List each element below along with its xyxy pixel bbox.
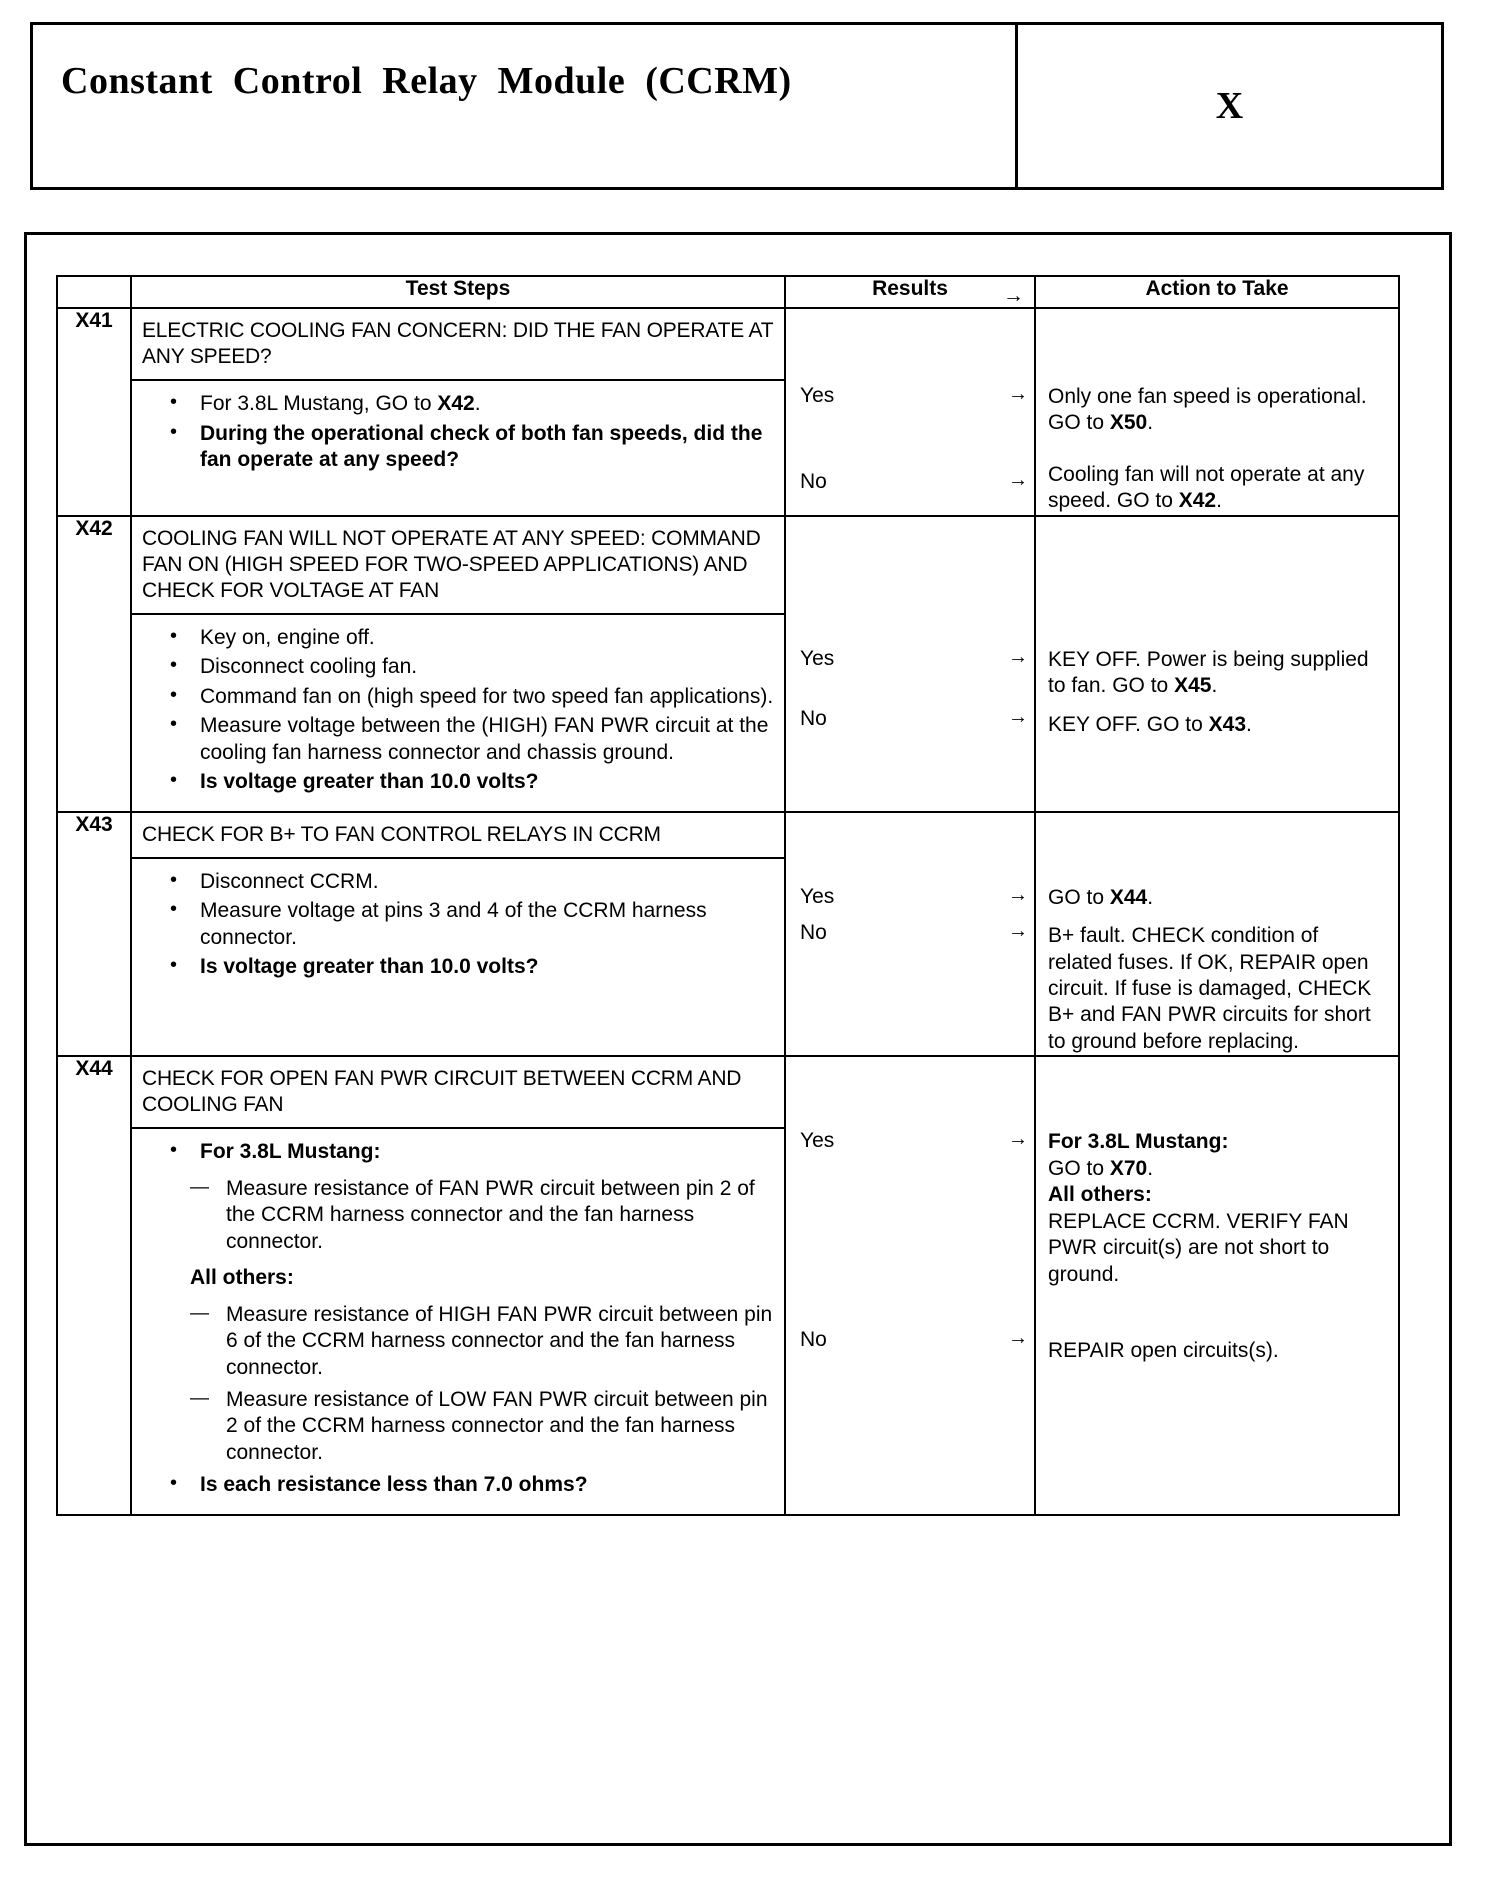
test-title: COOLING FAN WILL NOT OPERATE AT ANY SPEED: COMMAND FAN ON (HIGH SPEED FOR TWO-SPEED APPLICATIONS) AND CHECK FOR VOLTAGE AT FAN [132,517,784,615]
header-code: X [1215,85,1244,127]
result-label: No [800,706,827,730]
diagnostic-table [56,275,1400,1516]
column-header-action: Action to Take [1035,276,1399,308]
table-row [57,812,1399,1057]
arrow-icon: → [1008,883,1028,906]
bullet-text: Measure resistance of FAN PWR circuit between pin 2 of the CCRM harness connector and the fan harness connector. [226,1176,755,1253]
arrow-icon: → [1008,383,1028,405]
list-item [142,1387,776,1466]
arrow-icon: → [1008,645,1028,668]
test-steps-cell [131,308,785,516]
list-item [142,654,776,680]
action-text: KEY OFF. Power is being supplied to fan. GO to X45. [1048,647,1369,698]
bullet-text: Measure voltage between the (HIGH) FAN PWR circuit at the cooling fan harness connector and chassis ground. [200,714,769,764]
action-cell [1035,308,1399,516]
test-title: ELECTRIC COOLING FAN CONCERN: DID THE FAN OPERATE AT ANY SPEED? [132,309,784,381]
arrow-icon: → [1008,469,1028,491]
result-label: Yes [800,384,835,407]
result-label: No [800,920,827,944]
list-item [142,1139,776,1165]
list-item [142,1472,776,1498]
column-header-results [785,276,1035,308]
test-steps-cell [131,812,785,1057]
bullet-text: For 3.8L Mustang, GO to X42. [200,392,481,416]
results-cell [785,1056,1035,1515]
list-item [142,684,776,710]
bullet-text: During the operational check of both fan speeds, did the fan operate at any speed? [200,421,763,471]
test-title: CHECK FOR OPEN FAN PWR CIRCUIT BETWEEN CCRM AND COOLING FAN [132,1057,784,1129]
table-header-row [57,276,1399,308]
arrow-icon: → [1003,284,1024,307]
page-header [30,22,1444,190]
table-row [57,516,1399,812]
results-cell [785,516,1035,812]
list-item [142,713,776,766]
action-cell [1035,812,1399,1057]
result-label: Yes [800,884,835,908]
bullet-text: Command fan on (high speed for two speed fan applications). [200,684,774,708]
list-item [142,769,776,795]
test-steps-cell [131,1056,785,1515]
bullet-text: Measure resistance of HIGH FAN PWR circuit between pin 6 of the CCRM harness connector and the fan harness connector. [226,1302,773,1379]
arrow-icon: → [1008,1327,1028,1350]
result-label: Yes [800,646,835,670]
bullet-text: Measure voltage at pins 3 and 4 of the CCRM harness connector. [200,899,707,949]
bullet-text: Measure resistance of LOW FAN PWR circuit between pin 2 of the CCRM harness connector and the fan harness connector. [226,1388,768,1464]
list-item [142,391,776,417]
bullet-text: Is each resistance less than 7.0 ohms? [200,1473,588,1497]
bullet-text: For 3.8L Mustang: [200,1140,381,1164]
list-item [142,625,776,651]
action-text: B+ fault. CHECK condition of related fuses. If OK, REPAIR open circuit. If fuse is damaged, CHECK B+ and FAN PWR circuits for short to ground before replacing. [1048,924,1372,1053]
table-row [57,308,1399,516]
action-text: Cooling fan will not operate at any speed. GO to X42. [1048,462,1365,513]
action-text: For 3.8L Mustang: GO to X70. All others: REPLACE CCRM. VERIFY FAN PWR circuit(s) are not short to ground. [1048,1130,1349,1286]
bullet-text: Key on, engine off. [200,625,375,649]
bullet-text: Disconnect cooling fan. [200,655,418,679]
test-bullets [132,615,784,811]
arrow-icon: → [1008,919,1028,942]
arrow-icon: → [1008,705,1028,728]
action-text: GO to X44. [1048,885,1154,909]
content-frame [24,232,1452,1846]
column-header-results-label: Results [872,277,948,300]
action-text: KEY OFF. GO to X43. [1048,712,1252,736]
bullet-text: Disconnect CCRM. [200,869,379,893]
list-item [142,898,776,951]
action-text: REPAIR open circuits(s). [1048,1339,1279,1363]
list-item [142,1265,776,1291]
bullet-text: All others: [190,1266,294,1290]
step-id: X42 [57,516,131,812]
results-cell [785,812,1035,1057]
bullet-text: Is voltage greater than 10.0 volts? [200,770,539,794]
action-cell [1035,1056,1399,1515]
action-text: Only one fan speed is operational. GO to X50. [1048,385,1367,435]
test-bullets [132,859,784,996]
test-title: CHECK FOR B+ TO FAN CONTROL RELAYS IN CCRM [132,813,784,859]
list-item [142,869,776,895]
step-id: X44 [57,1056,131,1515]
list-item [142,954,776,980]
result-label: Yes [800,1129,835,1153]
step-id: X41 [57,308,131,516]
column-header-step [57,276,131,308]
list-item [142,1302,776,1381]
step-id: X43 [57,812,131,1057]
results-cell [785,308,1035,516]
table-row [57,1056,1399,1515]
action-cell [1035,516,1399,812]
list-item [142,421,776,474]
bullet-text: Is voltage greater than 10.0 volts? [200,955,539,979]
test-bullets [132,381,784,488]
test-bullets [132,1129,784,1513]
column-header-test-steps: Test Steps [131,276,785,308]
test-steps-cell [131,516,785,812]
list-item [142,1176,776,1255]
result-label: No [800,470,827,493]
result-label: No [800,1328,827,1352]
header-title: Constant Control Relay Module (CCRM) [33,25,1018,187]
arrow-icon: → [1008,1128,1028,1151]
